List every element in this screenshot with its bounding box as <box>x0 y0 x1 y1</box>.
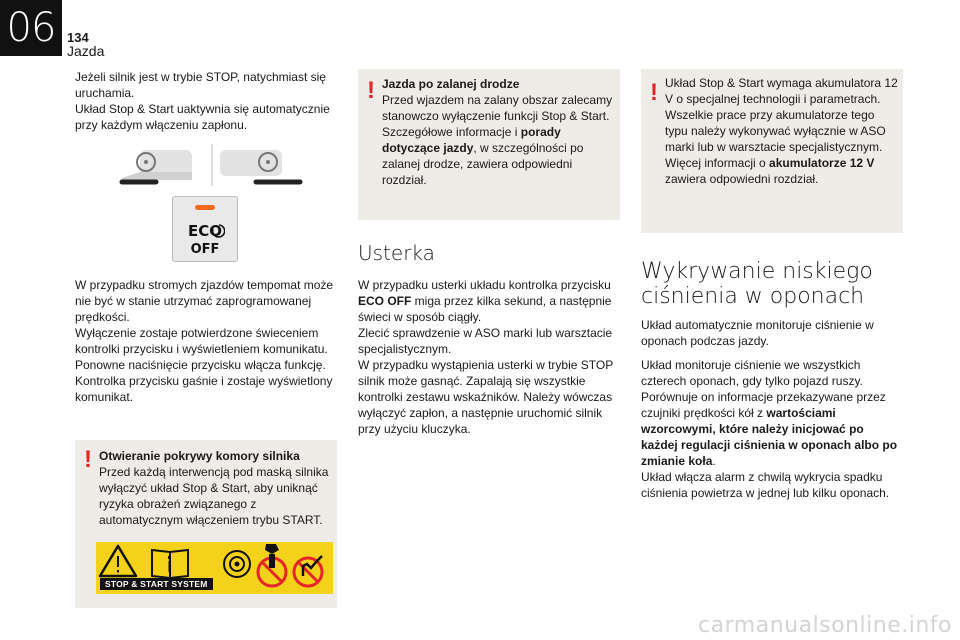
warning-triangle-icon <box>100 546 136 576</box>
paragraph: Układ automatycznie monitoruje ciśnienie w oponach podczas jazdy. <box>641 318 874 348</box>
warning-icon: ! <box>367 77 375 104</box>
warning-box-flooded-road <box>358 69 620 220</box>
paragraph: Układ monitoruje ciśnienie we wszystkich czterech oponach, gdy tylko pojazd ruszy. <box>641 358 863 388</box>
paragraph: Układ włącza alarm z chwilą wykrycia spadku ciśnienia powietrza w jednej lub kilku oponach. <box>641 470 890 500</box>
car-side-right-icon <box>220 150 300 182</box>
section-heading-tyre-pressure: Wykrywanie niskiego ciśnienia w oponach <box>641 259 873 309</box>
page-number: 134 <box>67 30 89 45</box>
svg-text:OFF: OFF <box>190 242 220 257</box>
paragraph: W przypadku wystąpienia usterki w trybie STOP silnik może gasnąć. Zapalają się wszystkie kontrolki zestawu wskaźników. Należy wówczas wyłączyć zapłon, a następnie uruchomić silnik przy użyciu kluczyka. <box>358 358 613 436</box>
manual-book-icon <box>152 550 188 578</box>
paragraph: Ponowne naciśnięcie przycisku włącza funkcję. Kontrolka przycisku gaśnie i zostaje wyświetlony komunikat. <box>75 358 333 404</box>
warning-text: Przed wjazdem na zalany obszar zalecamy stanowczo wyłączenie funkcji Stop & Start. Szczegółowe informacje i porady dotyczące jazdy, w szczególności po zalanej drodze, zawiera odpowiedni rozdział. <box>382 93 613 187</box>
intro-paragraph: Jeżeli silnik jest w trybie STOP, natychmiast się uruchamia. <box>75 70 326 100</box>
intro-paragraph: Układ Stop & Start uaktywnia się automatycznie przy każdym włączeniu zapłonu. <box>75 102 330 132</box>
eco-off-button <box>172 196 238 262</box>
paragraph: Zlecić sprawdzenie w ASO marki lub warsztacie specjalistycznym. <box>358 326 613 356</box>
fan-hazard-icon <box>224 551 250 577</box>
warning-box-battery <box>641 69 903 233</box>
warning-more: Więcej informacji o akumulatorze 12 V zawiera odpowiedni rozdział. <box>665 156 875 186</box>
chapter-tab: 06 <box>0 0 62 56</box>
warning-box-engine-hood <box>75 440 337 608</box>
stop-start-warning-label <box>96 542 333 594</box>
warning-text: Układ Stop & Start wymaga akumulatora 12 V o specjalnej technologii i parametrach. Wszelkie prace przy akumulatorze tego typu należy wykonywać wyłącznie w ASO marki lub w warsztacie specjalistycznym. <box>665 76 898 154</box>
tyre-monitoring-intro <box>641 317 903 349</box>
intro-text <box>75 69 337 133</box>
no-hand-icon <box>294 556 322 586</box>
section-name: Jazda <box>67 43 105 59</box>
eco-off-description <box>75 277 337 405</box>
no-touch-icon <box>258 544 286 586</box>
warning-text: Przed każdą interwencją pod maską silnika wyłączyć układ Stop & Start, aby uniknąć ryzyka obrażeń związanego z automatycznym włączeniem trybu START. <box>99 465 329 527</box>
watermark: carmanualsonline.info <box>698 613 952 638</box>
stop-start-system-label: STOP & START SYSTEM <box>100 578 213 590</box>
warning-icon: ! <box>650 79 658 106</box>
car-side-left-icon <box>122 150 192 182</box>
eco-off-icon <box>185 221 225 257</box>
paragraph: Porównuje on informacje przekazywane przez czujniki prędkości kół z wartościami wzorcowymi, które należy inicjować po każdej regulacji ciśnienia w oponach albo po zmianie koła. <box>641 390 898 468</box>
fault-description <box>358 277 620 437</box>
tyre-monitoring-description <box>641 357 903 501</box>
warning-icon: ! <box>84 446 92 473</box>
eco-off-led <box>195 205 215 210</box>
paragraph: W przypadku stromych zjazdów tempomat może nie być w stanie utrzymać zaprogramowanej prędkości. <box>75 278 334 324</box>
paragraph: W przypadku usterki układu kontrolka przycisku ECO OFF miga przez kilka sekund, a następnie świeci w sposób ciągły. <box>358 278 612 324</box>
section-heading-fault: Usterka <box>358 241 435 265</box>
paragraph: Wyłączenie zostaje potwierdzone świeceniem kontrolki przycisku i wyświetleniem komunikatu. <box>75 326 328 356</box>
warning-title: Jazda po zalanej drodze <box>382 77 520 91</box>
warning-title: Otwieranie pokrywy komory silnika <box>99 449 300 463</box>
stop-start-cars-illustration <box>116 142 306 188</box>
svg-text:ECO: ECO <box>187 222 223 240</box>
